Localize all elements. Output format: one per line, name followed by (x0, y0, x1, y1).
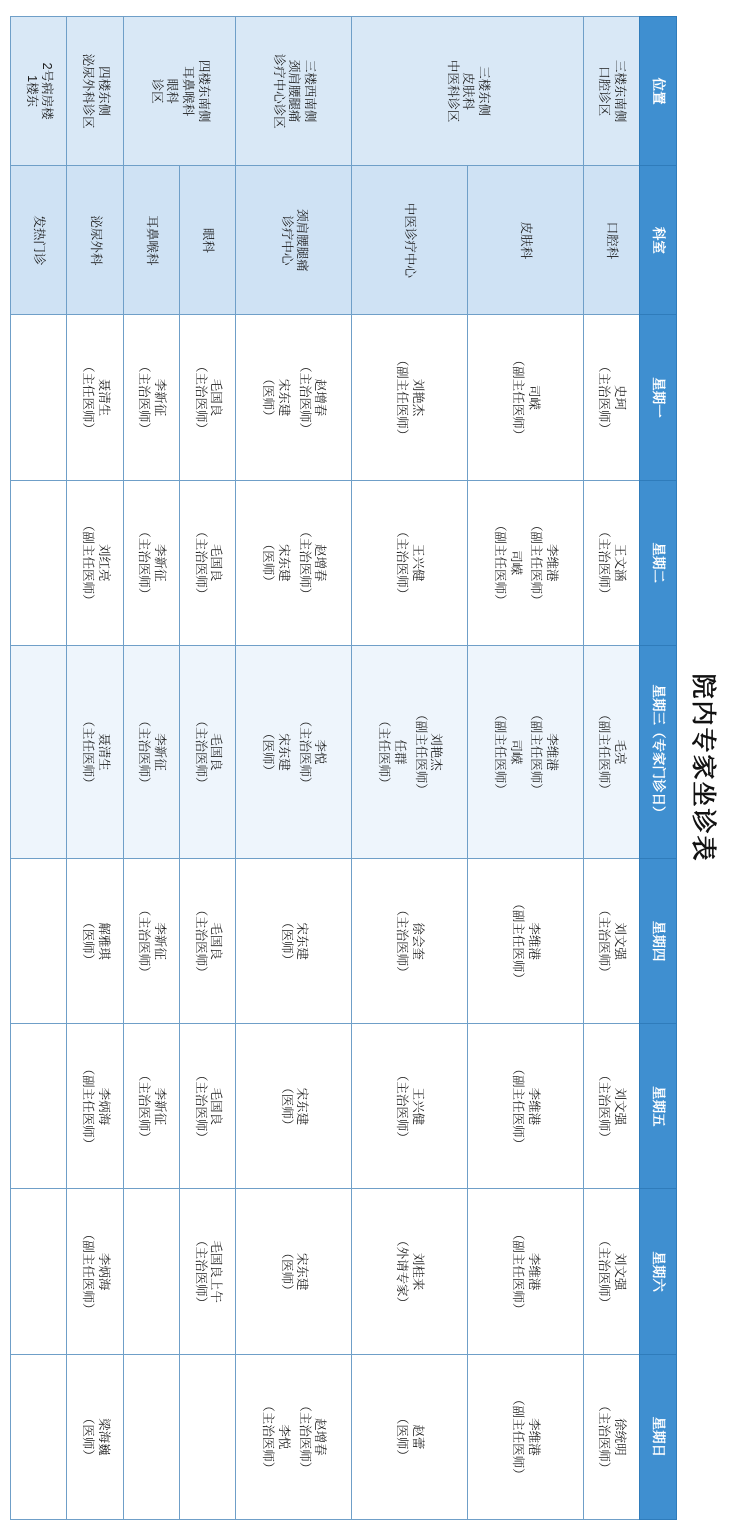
doctor-entry (394, 483, 425, 643)
doctor-name: 李新征 (152, 733, 167, 771)
column-header-sunday: 星期日 (640, 1354, 677, 1519)
location-line: 皮肤科 (461, 72, 476, 110)
doctor-name: 李维港 (526, 922, 541, 960)
schedule-cell (179, 315, 235, 480)
doctor-title: （医师） (80, 1411, 95, 1462)
doctor-entry (528, 648, 559, 856)
schedule-cell (352, 645, 468, 858)
table-row (11, 17, 67, 1520)
schedule-cell (11, 859, 67, 1024)
doctor-entry (192, 648, 223, 856)
doctor-name: 李悦 (277, 1424, 292, 1450)
doctor-title: （主治医师） (297, 360, 312, 436)
doctor-title: （医师） (279, 1246, 294, 1297)
doctor-title: （副主任医师） (511, 1062, 526, 1151)
schedule-cell (67, 1189, 123, 1354)
doctor-entry (596, 861, 627, 1021)
header-row (640, 17, 677, 1520)
doctor-entry (278, 1026, 309, 1186)
doctor-entry (192, 861, 223, 1021)
table-row (67, 17, 123, 1520)
doctor-name: 王兴健 (411, 544, 426, 582)
column-header-saturday: 星期六 (640, 1189, 677, 1354)
doctor-entry (278, 861, 309, 1021)
doctor-entry (412, 648, 443, 856)
department-line: 发热门诊 (32, 215, 47, 266)
schedule-cell (467, 1189, 583, 1354)
schedule-cell (179, 1189, 235, 1354)
location-line: 三楼西南侧 (303, 59, 318, 123)
doctor-title: （副主任医师） (413, 708, 428, 796)
schedule-cell (11, 1024, 67, 1189)
doctor-name: 李炳海 (96, 1087, 111, 1126)
doctor-entry (596, 317, 627, 477)
schedule-cell (179, 1354, 235, 1519)
doctor-name: 司嵘 (508, 550, 523, 576)
table-header (640, 17, 677, 1520)
doctor-name: 赵增春 (313, 1418, 328, 1456)
doctor-title: （主治医师） (261, 1399, 276, 1475)
location-cell (67, 17, 123, 166)
doctor-entry (510, 1026, 541, 1186)
schedule-cell (467, 645, 583, 858)
schedule-cell (467, 1354, 583, 1519)
doctor-name: 宋东建 (295, 1087, 310, 1126)
schedule-cell (236, 480, 352, 645)
doctor-title: （主治医师） (297, 525, 312, 601)
doctor-title: （主任医师） (80, 714, 95, 790)
schedule-cell (123, 1024, 179, 1189)
doctor-name: 李维港 (545, 544, 560, 582)
doctor-entry (136, 861, 167, 1021)
location-line: 诊疗中心诊区 (271, 53, 286, 129)
doctor-title: （主治医师） (597, 1399, 612, 1475)
doctor-entry (79, 1357, 110, 1517)
doctor-name: 刘艳杰 (411, 378, 426, 417)
doctor-name: 刘文强 (612, 1252, 627, 1291)
doctor-title: （主治医师） (395, 525, 410, 601)
department-cell (179, 166, 235, 315)
schedule-cell (11, 1354, 67, 1519)
doctor-name: 徐统明 (612, 1418, 627, 1456)
doctor-title: （主治医师） (137, 525, 152, 601)
schedule-cell (583, 645, 639, 858)
doctor-title: （医师） (261, 372, 276, 423)
department-line: 眼科 (201, 227, 216, 253)
doctor-entry (296, 1357, 327, 1517)
column-header-location: 位置 (640, 17, 677, 166)
column-header-wednesday: 星期三（专家门诊日） (640, 645, 677, 858)
doctor-entry (79, 1191, 110, 1351)
schedule-cell (236, 645, 352, 858)
department-cell (583, 166, 639, 315)
doctor-entry (260, 648, 291, 856)
schedule-cell (123, 859, 179, 1024)
location-line: 眼科 (165, 78, 180, 104)
location-line: 1楼东 (24, 75, 39, 108)
location-cell (123, 17, 236, 166)
doctor-title: （副主任医师） (395, 353, 410, 442)
doctor-title: （主治医师） (597, 525, 612, 601)
doctor-title: （副主任医师） (80, 519, 95, 607)
doctor-name: 毛国良 (209, 733, 224, 771)
doctor-entry (510, 1191, 541, 1351)
doctor-title: （医师） (261, 537, 276, 588)
doctor-entry (192, 1026, 223, 1186)
doctor-title: （主治医师） (137, 1068, 152, 1144)
doctor-entry (136, 317, 167, 477)
schedule-cell (179, 645, 235, 858)
schedule-cell (236, 1189, 352, 1354)
page-title: 院内专家坐诊表 (689, 673, 717, 863)
doctor-entry (260, 483, 291, 643)
doctor-entry (394, 317, 425, 477)
doctor-title: （副主任医师） (511, 897, 526, 985)
location-line: 三楼东侧 (476, 66, 491, 117)
doctor-entry (192, 483, 223, 643)
doctor-title: （主治医师） (137, 714, 152, 790)
doctor-entry (492, 483, 523, 643)
doctor-entry (136, 483, 167, 643)
location-line: 口腔诊区 (597, 66, 612, 117)
doctor-entry (260, 317, 291, 477)
doctor-title: （主任医师） (80, 360, 95, 436)
department-cell (67, 166, 123, 315)
doctor-title: （医师） (279, 916, 294, 967)
location-line: 泌尿外科诊区 (80, 53, 95, 129)
schedule-cell (123, 480, 179, 645)
schedule-cell (11, 645, 67, 858)
schedule-cell (11, 315, 67, 480)
department-line: 口腔科 (605, 221, 620, 260)
department-line: 中医诊疗中心 (403, 202, 418, 278)
doctor-entry (278, 1191, 309, 1351)
schedule-cell (583, 480, 639, 645)
doctor-title: （主治医师） (597, 903, 612, 979)
doctor-title: （医师） (279, 1081, 294, 1132)
doctor-title: （医师） (80, 916, 95, 967)
column-header-thursday: 星期四 (640, 859, 677, 1024)
doctor-name: 毛国良 (209, 1087, 224, 1126)
doctor-title: （副主任医师） (597, 708, 612, 796)
schedule-cell (67, 859, 123, 1024)
location-line: 2号病房楼 (40, 62, 55, 120)
doctor-name: 梁海巍 (96, 1418, 111, 1456)
schedule-cell (467, 1024, 583, 1189)
doctor-name: 李维港 (526, 1252, 541, 1291)
doctor-name: 刘文强 (612, 922, 627, 960)
doctor-name: 赵增春 (313, 378, 328, 417)
doctor-entry (79, 483, 110, 643)
schedule-cell (67, 315, 123, 480)
doctor-entry (394, 1357, 425, 1517)
table-row (179, 17, 235, 1520)
schedule-cell (583, 859, 639, 1024)
column-header-friday: 星期五 (640, 1024, 677, 1189)
schedule-cell (67, 480, 123, 645)
table-row (352, 17, 468, 1520)
doctor-name: 李新征 (152, 1087, 167, 1126)
doctor-entry (79, 648, 110, 856)
doctor-name: 毛亮 (612, 739, 627, 765)
location-line: 四楼东南侧 (196, 59, 211, 123)
doctor-entry (596, 483, 627, 643)
department-line: 耳鼻喉科 (145, 215, 160, 266)
doctor-title: （主治医师） (193, 714, 208, 790)
schedule-cell (179, 480, 235, 645)
doctor-entry (492, 648, 523, 856)
schedule-cell (67, 645, 123, 858)
doctor-name: 刘桂来 (411, 1252, 426, 1291)
doctor-entry (136, 648, 167, 856)
doctor-name: 刘文强 (612, 1087, 627, 1126)
doctor-title: （主治医师） (137, 360, 152, 436)
location-cell (583, 17, 639, 166)
doctor-title: （主治医师） (395, 1068, 410, 1144)
doctor-title: （主治医师） (193, 525, 208, 601)
schedule-table (10, 16, 677, 1520)
department-line: 颈肩腰腿痛 (295, 209, 310, 272)
department-cell (467, 166, 583, 315)
doctor-name: 李炳海 (96, 1252, 111, 1291)
doctor-entry (376, 648, 407, 856)
location-cell (352, 17, 584, 166)
schedule-cell (11, 1189, 67, 1354)
schedule-cell (352, 1354, 468, 1519)
schedule-cell (123, 645, 179, 858)
doctor-name: 毛国良 (209, 378, 224, 417)
doctor-entry (596, 648, 627, 856)
doctor-name: 宋东建 (277, 733, 292, 771)
doctor-name: 任群 (392, 739, 407, 765)
doctor-title: （副主任医师） (511, 353, 526, 442)
doctor-title: （副主任医师） (493, 519, 508, 607)
doctor-name: 宋东建 (277, 544, 292, 582)
doctor-entry (296, 317, 327, 477)
doctor-title: （副主任医师） (80, 1062, 95, 1151)
schedule-cell (11, 480, 67, 645)
doctor-entry (296, 648, 327, 856)
doctor-entry (79, 861, 110, 1021)
doctor-name: 史珂 (612, 385, 627, 411)
doctor-name: 宋东建 (295, 922, 310, 960)
table-row (123, 17, 179, 1520)
doctor-title: （主治医师） (193, 1234, 208, 1310)
doctor-entry (596, 1191, 627, 1351)
doctor-name: 司嵘 (508, 739, 523, 765)
doctor-title: （主治医师） (597, 1068, 612, 1144)
doctor-title: （医师） (261, 726, 276, 777)
department-line: 皮肤科 (519, 221, 534, 260)
doctor-entry (296, 483, 327, 643)
schedule-cell (352, 315, 468, 480)
schedule-cell (67, 1024, 123, 1189)
location-cell (11, 17, 67, 166)
doctor-entry (510, 1357, 541, 1517)
department-cell (352, 166, 468, 315)
doctor-name: 毛国良上午 (209, 1240, 224, 1303)
doctor-title: （外请专家） (395, 1234, 410, 1310)
doctor-name: 聂清生 (96, 378, 111, 417)
doctor-name: 李维港 (526, 1418, 541, 1456)
doctor-entry (596, 1026, 627, 1186)
schedule-cell (467, 859, 583, 1024)
department-line: 诊疗中心 (279, 215, 294, 266)
doctor-title: （主治医师） (297, 1399, 312, 1475)
doctor-name: 赵增春 (313, 544, 328, 582)
location-line: 诊区 (149, 78, 164, 104)
doctor-title: （主治医师） (297, 714, 312, 790)
schedule-cell (236, 315, 352, 480)
table-row (236, 17, 352, 1520)
table-row (583, 17, 639, 1520)
doctor-title: （主治医师） (193, 1068, 208, 1144)
doctor-title: （主任医师） (377, 714, 392, 790)
doctor-name: 王文涵 (612, 544, 627, 582)
location-line: 耳鼻喉科 (181, 66, 196, 117)
column-header-monday: 星期一 (640, 315, 677, 480)
schedule-cell (236, 1354, 352, 1519)
schedule-cell (67, 1354, 123, 1519)
doctor-entry (596, 1357, 627, 1517)
department-cell (123, 166, 179, 315)
doctor-entry (528, 483, 559, 643)
doctor-name: 聂清生 (96, 733, 111, 771)
schedule-cell (352, 1189, 468, 1354)
doctor-entry (260, 1357, 291, 1517)
table-row (467, 17, 583, 1520)
schedule-cell (352, 859, 468, 1024)
doctor-entry (510, 317, 541, 477)
doctor-entry (136, 1026, 167, 1186)
doctor-name: 赵蕾 (411, 1424, 426, 1450)
schedule-cell (236, 1024, 352, 1189)
schedule-cell (123, 1189, 179, 1354)
doctor-title: （副主任医师） (511, 1393, 526, 1481)
doctor-title: （主治医师） (193, 360, 208, 436)
schedule-cell (583, 1189, 639, 1354)
doctor-name: 宋东建 (295, 1252, 310, 1291)
doctor-name: 毛国良 (209, 922, 224, 960)
doctor-name: 刘艳杰 (429, 733, 444, 771)
schedule-cell (179, 859, 235, 1024)
location-line: 中医科诊区 (445, 59, 460, 123)
schedule-cell (352, 480, 468, 645)
doctor-name: 宋东建 (277, 378, 292, 417)
doctor-name: 李新征 (152, 378, 167, 417)
doctor-title: （副主任医师） (493, 708, 508, 796)
doctor-entry (394, 1026, 425, 1186)
doctor-entry (510, 861, 541, 1021)
doctor-name: 李新征 (152, 922, 167, 960)
doctor-name: 徐会奎 (411, 922, 426, 960)
doctor-entry (394, 861, 425, 1021)
doctor-title: （副主任医师） (529, 519, 544, 607)
schedule-cell (583, 1354, 639, 1519)
doctor-name: 李悦 (313, 739, 328, 765)
location-cell (236, 17, 352, 166)
column-header-department: 科室 (640, 166, 677, 315)
schedule-cell (352, 1024, 468, 1189)
department-cell (236, 166, 352, 315)
location-line: 三楼东南侧 (612, 59, 627, 123)
schedule-cell (236, 859, 352, 1024)
schedule-cell (467, 315, 583, 480)
doctor-name: 解雅琪 (96, 922, 111, 960)
doctor-entry (79, 317, 110, 477)
doctor-entry (79, 1026, 110, 1186)
department-line: 泌尿外科 (88, 215, 103, 266)
schedule-cell (179, 1024, 235, 1189)
doctor-title: （副主任医师） (80, 1227, 95, 1316)
schedule-cell (123, 315, 179, 480)
doctor-name: 李新征 (152, 544, 167, 582)
schedule-cell (123, 1354, 179, 1519)
location-line: 四楼东侧 (96, 66, 111, 117)
table-body (11, 17, 640, 1520)
doctor-entry (394, 1191, 425, 1351)
doctor-name: 司嵘 (526, 385, 541, 411)
doctor-title: （医师） (395, 1411, 410, 1462)
doctor-title: （主治医师） (395, 903, 410, 979)
doctor-name: 毛国良 (209, 544, 224, 582)
column-header-tuesday: 星期二 (640, 480, 677, 645)
department-cell (11, 166, 67, 315)
doctor-title: （主治医师） (597, 1234, 612, 1310)
doctor-title: （主治医师） (597, 360, 612, 436)
location-line: 颈肩腰腿痛 (287, 59, 302, 123)
schedule-cell (583, 1024, 639, 1189)
doctor-entry (192, 1191, 223, 1351)
doctor-entry (192, 317, 223, 477)
doctor-name: 王兴健 (411, 1087, 426, 1126)
doctor-name: 刘红亮 (96, 544, 111, 582)
doctor-title: （副主任医师） (529, 708, 544, 796)
doctor-title: （副主任医师） (511, 1227, 526, 1316)
schedule-cell (583, 315, 639, 480)
doctor-title: （主治医师） (137, 903, 152, 979)
doctor-title: （主治医师） (193, 903, 208, 979)
doctor-name: 李维港 (545, 733, 560, 771)
schedule-cell (467, 480, 583, 645)
doctor-name: 李维港 (526, 1087, 541, 1126)
